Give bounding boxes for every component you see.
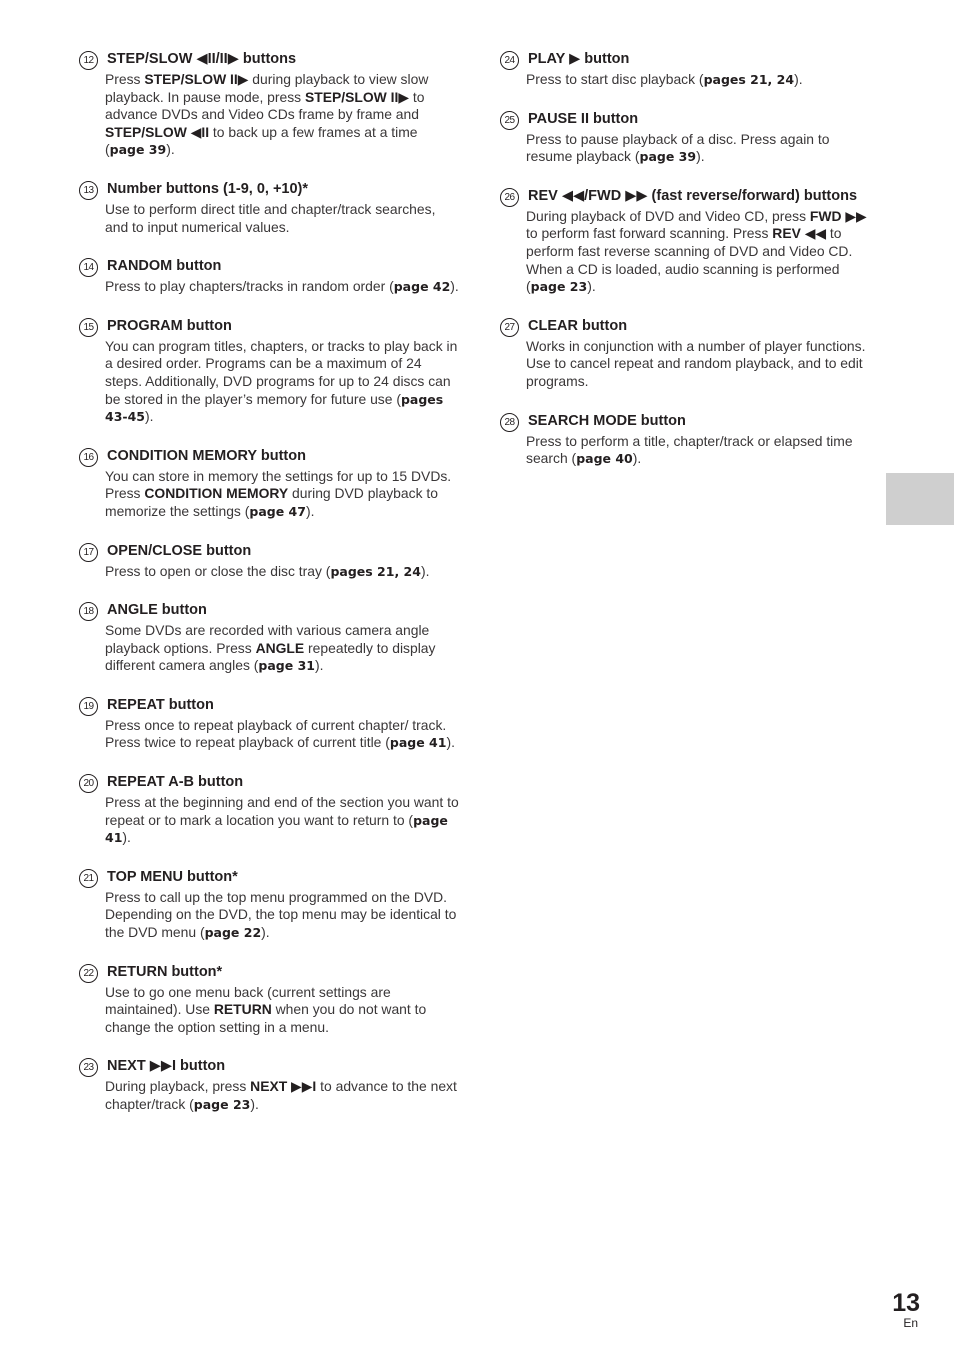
description-text: Press to open or close the disc tray (: [105, 562, 331, 579]
entry-heading: [79, 317, 459, 337]
button-name-emphasis: ANGLE: [255, 639, 305, 656]
circled-number: 17: [79, 543, 98, 562]
button-description-entry: [79, 447, 459, 521]
entry-title: REPEAT button: [107, 696, 214, 713]
circled-number: 23: [79, 1058, 98, 1077]
circled-number: 18: [79, 602, 98, 621]
entry-description: [526, 71, 872, 89]
entry-title: PROGRAM button: [107, 317, 232, 334]
description-text: ).: [144, 408, 154, 425]
description-text: ).: [587, 278, 596, 295]
circled-number: 27: [500, 318, 519, 337]
entry-title: SEARCH MODE button: [528, 412, 686, 429]
entry-description: [105, 622, 459, 675]
page-reference: page 23: [193, 1097, 251, 1112]
entry-title: PLAY ▶ button: [528, 51, 630, 67]
description-text: to back up a few frames at a time (: [105, 123, 418, 158]
button-name-emphasis: STEP/SLOW ◀II: [105, 123, 210, 140]
page-reference: page 42: [393, 279, 451, 295]
circled-number: 26: [500, 188, 519, 207]
entry-title: STEP/SLOW ◀II/II▶ buttons: [107, 51, 297, 67]
button-name-emphasis: RETURN: [213, 1001, 272, 1018]
circled-number: 24: [500, 51, 519, 70]
description-text: You can store in memory the settings for up to 15 DVDs. Press: [105, 467, 452, 502]
entry-heading: [79, 868, 459, 888]
entry-title: ANGLE button: [107, 602, 207, 619]
entry-description: [105, 889, 459, 942]
entry-heading: [79, 601, 459, 621]
description-text: You can program titles, chapters, or tracks to play back in a desired order. Programs can be a maximum of 24 steps. Additionally, DVD programs for up to 24 discs can be stored in the player’s memory for future use (: [105, 337, 458, 407]
circled-number: 21: [79, 869, 98, 888]
entry-description: [105, 71, 459, 159]
button-description-entry: [79, 317, 459, 426]
circled-number: 12: [79, 51, 98, 70]
language-code: En: [903, 1316, 918, 1330]
description-text: ).: [166, 141, 175, 158]
button-name-emphasis: STEP/SLOW II▶: [144, 71, 249, 87]
circled-number: 22: [79, 964, 98, 983]
page-reference: page 22: [204, 925, 262, 941]
entry-heading: [500, 412, 872, 432]
description-text: ).: [314, 657, 324, 674]
entry-heading: [79, 1057, 459, 1077]
description-text: Works in conjunction with a number of player functions. Use to cancel repeat and random playback, and to edit programs.: [526, 337, 866, 389]
description-text: During playback, press: [105, 1078, 251, 1095]
left-column: [79, 50, 459, 1135]
section-tab-marker: [886, 473, 954, 525]
description-text: ).: [250, 1096, 259, 1112]
description-text: ).: [696, 148, 705, 165]
entry-heading: [79, 257, 459, 277]
entry-heading: [79, 447, 459, 467]
description-text: ).: [305, 502, 315, 519]
entry-title: RANDOM button: [107, 258, 222, 275]
description-text: Press: [105, 71, 145, 87]
circled-number: 16: [79, 448, 98, 467]
entry-description: [105, 468, 459, 521]
entry-title: Number buttons (1-9, 0, +10)*: [107, 180, 309, 197]
entry-description: [105, 278, 459, 296]
entry-heading: [79, 50, 459, 70]
button-name-emphasis: FWD ▶▶: [809, 207, 867, 224]
description-text: Press to play chapters/tracks in random order (: [105, 278, 394, 295]
description-text: ).: [420, 562, 430, 579]
entry-heading: [79, 963, 459, 983]
entry-description: [526, 338, 872, 391]
description-text: to advance DVDs and Video CDs frame by frame and: [105, 88, 425, 123]
entry-description: [105, 1078, 459, 1113]
entry-title: NEXT ▶▶I button: [107, 1058, 226, 1075]
circled-number: 13: [79, 181, 98, 200]
entry-heading: [500, 110, 872, 130]
button-description-entry: [79, 180, 459, 236]
page-reference: page 40: [576, 451, 633, 467]
page-reference: page 39: [639, 149, 697, 165]
circled-number: 14: [79, 258, 98, 277]
button-name-emphasis: STEP/SLOW II▶: [304, 88, 410, 105]
description-text: when you do not want to change the option setting in a menu.: [105, 1001, 427, 1035]
button-description-entry: [500, 317, 872, 391]
entry-heading: [500, 317, 872, 337]
description-text: Some DVDs are recorded with various camera angle playback options. Press: [105, 622, 430, 656]
description-text: during playback to view slow playback. In pause mode, press: [105, 71, 429, 105]
button-description-entry: [79, 773, 459, 847]
page-number: 13: [892, 1289, 920, 1317]
page-reference: page 47: [249, 503, 306, 519]
button-name-emphasis: REV ◀◀: [772, 225, 827, 242]
description-text: Press to perform a title, chapter/track or elapsed time search (: [526, 432, 853, 467]
entry-description: [105, 201, 459, 236]
button-description-entry: [500, 50, 872, 89]
button-description-entry: [500, 110, 872, 166]
description-text: ).: [261, 924, 270, 941]
description-text: ).: [446, 734, 455, 751]
right-column: [500, 50, 872, 489]
description-text: ).: [122, 829, 131, 846]
button-description-entry: [79, 601, 459, 675]
entry-heading: [500, 50, 872, 70]
entry-heading: [79, 696, 459, 716]
page-reference: page 31: [258, 658, 315, 674]
button-description-entry: [500, 187, 872, 296]
button-name-emphasis: CONDITION MEMORY: [144, 485, 289, 502]
button-description-entry: [500, 412, 872, 468]
page-reference: pages 21, 24: [703, 72, 795, 87]
page-reference: page 41: [389, 735, 447, 751]
description-text: Use to perform direct title and chapter/track searches, and to input numerical values.: [105, 200, 436, 235]
entry-heading: [500, 187, 872, 207]
description-text: ).: [450, 278, 459, 295]
entry-heading: [79, 773, 459, 793]
entry-title: CLEAR button: [528, 317, 628, 334]
entry-description: [105, 717, 459, 752]
entry-heading: [79, 542, 459, 562]
description-text: Press to call up the top menu programmed on the DVD. Depending on the DVD, the top menu may be identical to the DVD menu (: [105, 888, 457, 941]
description-text: Press to start disc playback (: [526, 71, 704, 87]
circled-number: 15: [79, 318, 98, 337]
description-text: ).: [794, 71, 803, 87]
description-text: Press to pause playback of a disc. Press again to resume playback (: [526, 130, 830, 165]
entry-title: CONDITION MEMORY button: [107, 447, 306, 464]
button-description-entry: [79, 868, 459, 942]
description-text: ).: [632, 450, 642, 467]
description-text: to advance to the next chapter/track (: [105, 1078, 457, 1112]
page-reference: page 41: [105, 812, 448, 846]
circled-number: 19: [79, 697, 98, 716]
description-text: repeatedly to display different camera angles (: [105, 639, 436, 674]
circled-number: 25: [500, 111, 519, 130]
page-reference: pages 43-45: [105, 391, 444, 425]
entry-description: [526, 208, 872, 296]
entry-title: TOP MENU button*: [107, 868, 238, 885]
button-description-entry: [79, 963, 459, 1037]
entry-description: [526, 131, 872, 166]
entry-title: REPEAT A-B button: [107, 774, 244, 791]
button-description-entry: [79, 696, 459, 752]
button-description-entry: [79, 257, 459, 296]
entry-description: [105, 338, 459, 426]
entry-description: [526, 433, 872, 468]
button-description-entry: [79, 1057, 459, 1113]
entry-title: OPEN/CLOSE button: [107, 542, 252, 559]
circled-number: 20: [79, 774, 98, 793]
button-description-entry: [79, 542, 459, 581]
description-text: to perform fast reverse scanning of DVD and Video CD. When a CD is loaded, audio scanning is performed (: [526, 225, 853, 295]
entry-title: REV ◀◀/FWD ▶▶ (fast reverse/forward) buttons: [528, 187, 858, 204]
description-text: During playback of DVD and Video CD, press: [526, 207, 810, 224]
entry-description: [105, 563, 459, 581]
circled-number: 28: [500, 413, 519, 432]
entry-heading: [79, 180, 459, 200]
description-text: Press at the beginning and end of the section you want to repeat or to mark a location you want to return to (: [105, 794, 459, 828]
button-name-emphasis: NEXT ▶▶I: [250, 1078, 317, 1095]
entry-description: [105, 984, 459, 1037]
page-reference: page 39: [109, 142, 167, 158]
entry-description: [105, 794, 459, 847]
description-text: to perform fast forward scanning. Press: [526, 225, 773, 242]
page-reference: page 23: [530, 279, 588, 295]
description-text: Press once to repeat playback of current chapter/ track. Press twice to repeat playback of current title (: [105, 716, 447, 751]
button-description-entry: [79, 50, 459, 159]
entry-title: PAUSE II button: [528, 110, 639, 127]
description-text: during DVD playback to memorize the settings (: [105, 485, 438, 519]
page-reference: pages 21, 24: [330, 563, 421, 579]
entry-title: RETURN button*: [107, 963, 223, 980]
description-text: Use to go one menu back (current settings are maintained). Use: [105, 983, 391, 1018]
